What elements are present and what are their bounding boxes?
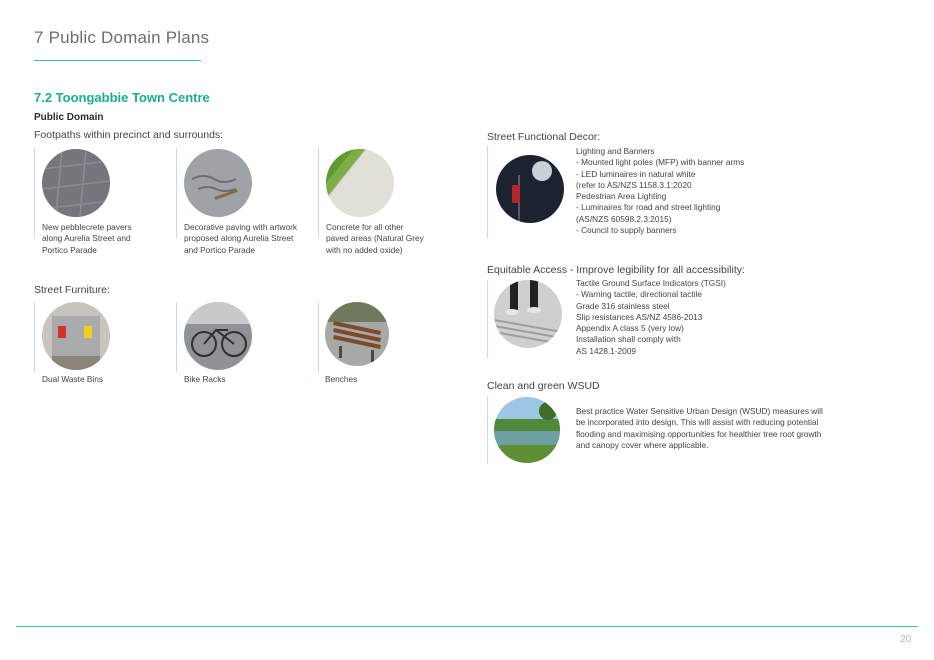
- street-decor-heading: Street Functional Decor:: [487, 131, 601, 143]
- benches-photo: [325, 302, 389, 366]
- equitable-access-heading: Equitable Access - Improve legibility for all accessibility:: [487, 264, 745, 276]
- tile-divider: [318, 302, 319, 372]
- decorative-paving-caption: Decorative paving with artwork proposed along Aurelia Street and Portico Parade: [184, 222, 297, 255]
- tile-divider: [34, 148, 35, 238]
- public-domain-subheading: Public Domain: [34, 112, 104, 123]
- bike-racks-caption: Bike Racks: [184, 374, 226, 384]
- chapter-underline: [34, 60, 201, 61]
- pebblecrete-pavers-caption: New pebblecrete pavers along Aurelia Street and Portico Parade: [42, 222, 132, 255]
- tactile-indicators-photo: [494, 280, 562, 348]
- concrete-path-caption: Concrete for all other paved areas (Natural Grey with no added oxide): [326, 222, 424, 255]
- street-decor-text: Lighting and Banners - Mounted light poles (MFP) with banner arms - LED luminaires in natural white (refer to AS/NZS 1158.3.1:2020 Pedestrian Area Lighting - Luminaires for road and street lighting (AS/NZS 60598.2.3:2015) - Council to supply banners: [576, 146, 745, 236]
- equitable-access-text: Tactile Ground Surface Indicators (TGSI) - Warning tactile, directional tactile Grade 316 stainless steel Slip resistances AS/NZ 4586-2013 Appendix A class 5 (very low) Installation shall comply with AS 1428.1-2009: [576, 278, 726, 356]
- decorative-paving-photo: [184, 149, 252, 217]
- tile-divider: [318, 148, 319, 238]
- pebblecrete-pavers-photo: [42, 149, 110, 217]
- bike-racks-photo: [184, 302, 252, 370]
- tile-divider: [487, 146, 488, 238]
- chapter-title: 7 Public Domain Plans: [34, 28, 210, 47]
- benches-caption: Benches: [325, 374, 358, 384]
- waste-bins-photo: [42, 302, 110, 370]
- footpaths-heading: Footpaths within precinct and surrounds:: [34, 129, 224, 141]
- lighting-banner-photo: [496, 155, 564, 223]
- street-furniture-heading: Street Furniture:: [34, 284, 110, 296]
- page-number: 20: [900, 634, 912, 645]
- tile-divider: [34, 302, 35, 372]
- footer-rule: [16, 626, 918, 627]
- tile-divider: [487, 280, 488, 358]
- wsud-text: Best practice Water Sensitive Urban Design (WSUD) measures will be incorporated into design. This will assist with reducing potential flooding and maximising opportunities for healthier tree root growth and canopy cover where applicable.: [576, 406, 823, 450]
- wsud-heading: Clean and green WSUD: [487, 380, 600, 392]
- waste-bins-caption: Dual Waste Bins: [42, 374, 104, 384]
- tile-divider: [176, 148, 177, 238]
- concrete-path-photo: [326, 149, 394, 217]
- wsud-wetland-photo: [494, 397, 560, 463]
- tile-divider: [176, 302, 177, 372]
- tile-divider: [487, 396, 488, 464]
- section-title: 7.2 Toongabbie Town Centre: [34, 90, 210, 105]
